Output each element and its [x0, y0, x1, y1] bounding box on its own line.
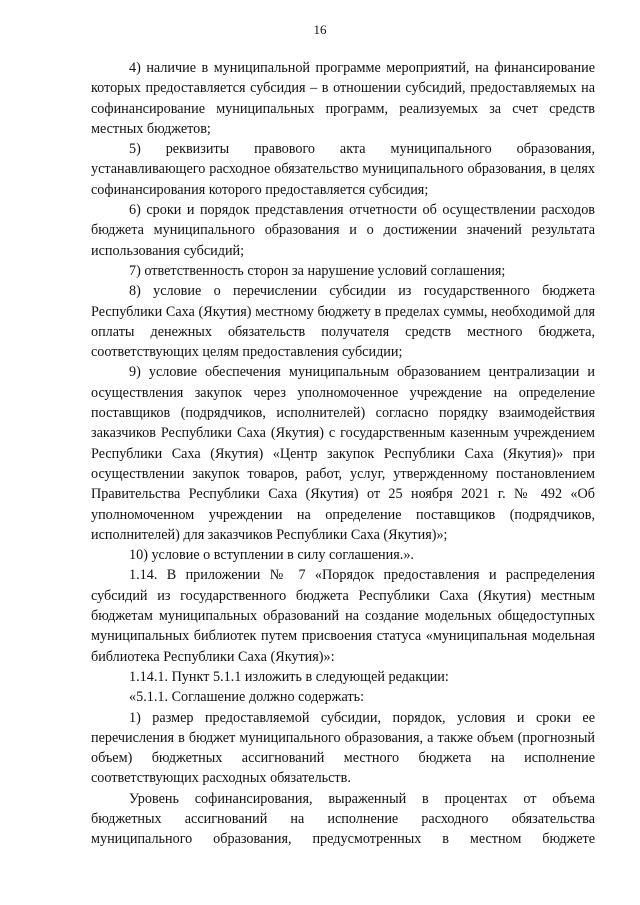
paragraph-section-1-14-1: 1.14.1. Пункт 5.1.1 изложить в следующей редакции:	[129, 668, 449, 685]
paragraph-cofinancing-level: Уровень софинансирования, выраженный в процентах от объема бюджетных ассигнований на исполнение расходного обязательства муниципального образования, предусмотренных в местном бюджете	[91, 790, 595, 848]
paragraph-item-9: 9) условие обеспечения муниципальным образованием централизации и осуществления закупок через уполномоченное учреждение на определение поставщиков (подрядчиков, исполнителей) согласно порядку взаимодействия заказчиков Республики Саха (Якутия) с государственным казенным учреждением Республики Саха (Якутия) «Центр закупок Республики Саха (Якутия)» при осуществлении закупок товаров, работ, услуг, утвержденному постановлением Правительства Республики Саха (Якутия) от 25 ноября 2021 г. № 492 «Об уполномоченном учреждении на определение поставщиков (подрядчиков, исполнителей) для заказчиков Республики Саха (Якутия)»;	[91, 364, 595, 543]
page-number: 16	[313, 22, 327, 37]
paragraph-item-8: 8) условие о перечислении субсидии из государственного бюджета Республики Саха (Якутия) местному бюджету в пределах суммы, необходимой для оплаты денежных обязательств получателя средств местного бюджета, соответствующих целям предоставления субсидии;	[91, 283, 595, 361]
paragraph-subitem-1: 1) размер предоставляемой субсидии, порядок, условия и сроки ее перечисления в бюджет муниципального образования, а также объем (прогнозный объем) бюджетных ассигнований местного бюджета на исполнение соответствующих расходных обязательств.	[91, 709, 595, 787]
paragraph-item-4: 4) наличие в муниципальной программе мероприятий, на финансирование которых предоставляется субсидия – в отношении субсидий, предоставляемых на софинансирование муниципальных программ, реализуемых за счет средств местных бюджетов;	[91, 60, 595, 137]
paragraph-item-7: 7) ответственность сторон за нарушение условий соглашения;	[129, 262, 506, 279]
document-body	[91, 58, 595, 850]
paragraph-item-6: 6) сроки и порядок представления отчетности об осуществлении расходов бюджета муниципального образования и о достижении значений результата использования субсидий;	[91, 202, 595, 259]
paragraph-section-1-14: 1.14. В приложении № 7 «Порядок предоставления и распределения субсидий из государственного бюджета Республики Саха (Якутия) местным бюджетам муниципальных образований на создание модельных общедоступных муниципальных библиотек путем присвоения статуса «муниципальная модельная библиотека Республики Саха (Якутия)»:	[91, 567, 595, 665]
paragraph-section-5-1-1: «5.1.1. Соглашение должно содержать:	[129, 689, 365, 706]
paragraph-item-10: 10) условие о вступлении в силу соглашения.».	[129, 547, 414, 564]
paragraph-item-5: 5) реквизиты правового акта муниципального образования, устанавливающего расходное обязательство муниципального образования, в целях софинансирования которого предоставляется субсидия;	[91, 141, 595, 198]
